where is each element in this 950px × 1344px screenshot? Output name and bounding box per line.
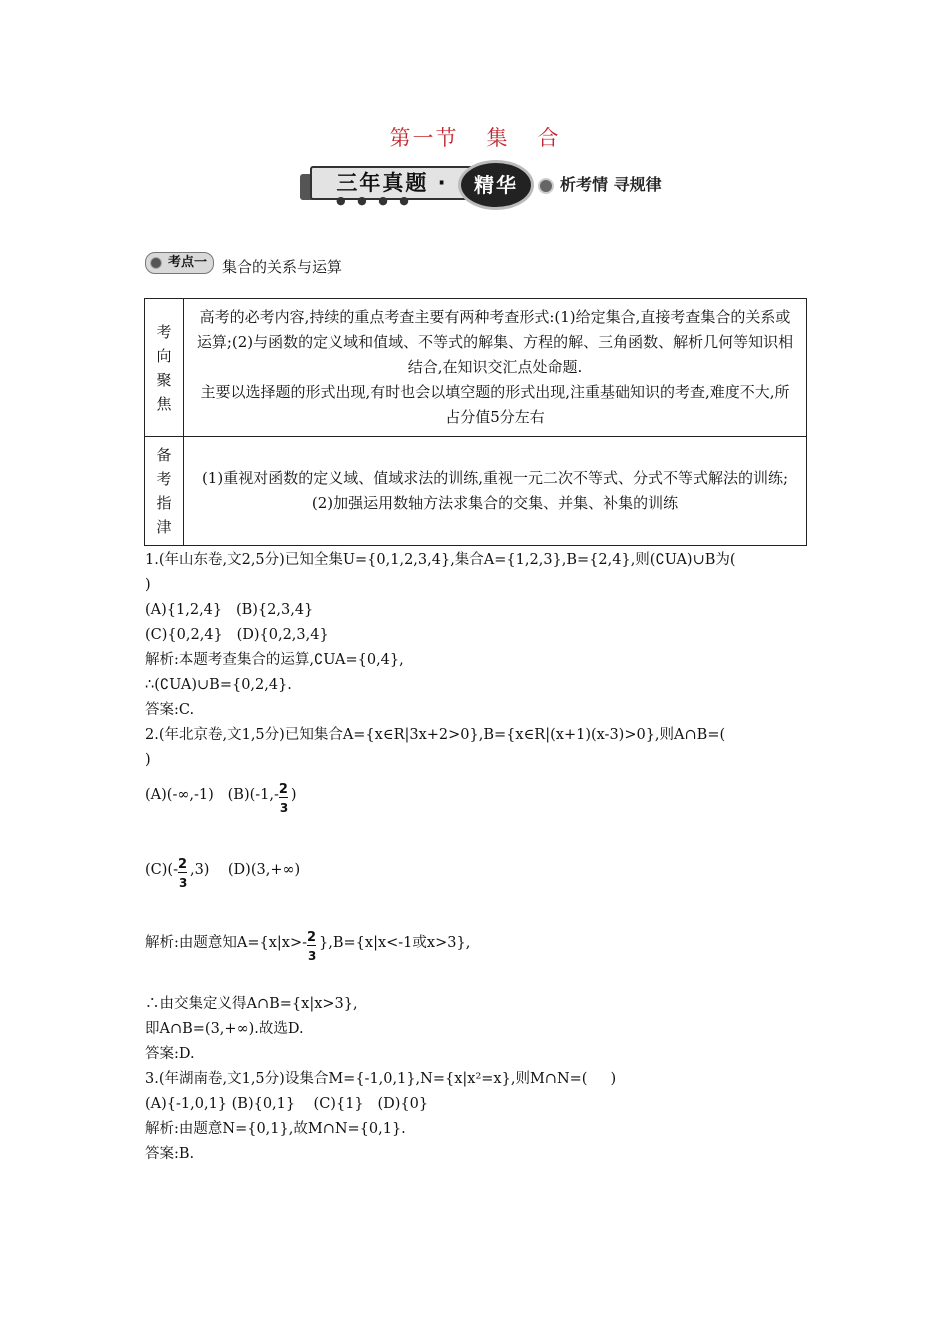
- fraction: [278, 782, 291, 815]
- section-title: [0, 122, 950, 152]
- analysis: 即A∩B=(3,+∞).故选D.: [145, 1021, 304, 1037]
- questions: [145, 548, 815, 1167]
- question-stem-end: ): [145, 752, 151, 768]
- banner-dots: ● ● ● ●: [336, 194, 413, 207]
- fraction-numerator: 2: [278, 782, 288, 797]
- banner: [270, 158, 690, 210]
- answer: 答案:D.: [145, 1046, 195, 1062]
- fraction-denominator: 3: [178, 876, 188, 890]
- fraction-denominator: 3: [308, 949, 317, 963]
- fraction: [177, 857, 190, 890]
- banner-circle: 精华: [458, 160, 534, 210]
- title-part3: 合: [537, 126, 561, 150]
- question-stem: 3.(年湖南卷,文1,5分)设集合M={-1,0,1},N={x|x²=x},则M∩N=( ): [145, 1071, 617, 1087]
- question-options: (C){0,2,4} (D){0,2,3,4}: [145, 627, 329, 643]
- question-stem-end: ): [145, 577, 151, 593]
- row-header-text: 备考指津: [156, 446, 172, 536]
- section-tag: [145, 252, 214, 274]
- row-header: [145, 437, 184, 546]
- row-header-text: 考向聚焦: [156, 322, 172, 413]
- analysis: 解析:本题考查集合的运算,∁UA={0,4},: [145, 652, 404, 668]
- options-text: ): [290, 787, 297, 803]
- section-tag-label: 考点一: [168, 255, 208, 270]
- banner-subtitle: 析考情 寻规律: [560, 175, 662, 194]
- bullet-icon: [538, 178, 554, 194]
- question-stem: 2.(年北京卷,文1,5分)已知集合A={x∈R|3x+2>0},B={x∈R|(x+1)(x-3)>0},则A∩B=(: [145, 727, 726, 743]
- banner-main: 三年真题 ·: [310, 166, 474, 200]
- row-text: (2)加强运用数轴方法求集合的交集、并集、补集的训练: [311, 494, 679, 512]
- analysis-text: 解析:由题意知A={x|x>-: [145, 935, 308, 951]
- options-text: (A)(-∞,-1) (B)(-1,-: [145, 787, 279, 803]
- analysis: ∴(∁UA)∪B={0,2,4}.: [145, 677, 292, 693]
- question-options: [145, 782, 815, 815]
- question-stem: 1.(年山东卷,文2,5分)已知全集U={0,1,2,3,4},集合A={1,2,3},B={2,4},则(∁UA)∪B为(: [145, 552, 736, 568]
- row-body: [184, 299, 807, 437]
- row-text: 高考的必考内容,持续的重点考查主要有两种考查形式:(1)给定集合,直接考查集合的关系或运算;(2)与函数的定义域和值域、不等式的解集、方程的解、三角函数、解析几何等知识相结合,在知识交汇点处命题.: [196, 308, 794, 376]
- analysis: [145, 930, 815, 963]
- fraction-numerator: 2: [177, 857, 188, 872]
- title-part2: 集: [486, 126, 510, 150]
- question-options: (A){-1,0,1} (B){0,1} (C){1} (D){0}: [145, 1096, 429, 1112]
- table-row: [145, 437, 807, 546]
- question-options: [145, 857, 815, 890]
- analysis: ∴由交集定义得A∩B={x|x>3},: [145, 996, 358, 1012]
- row-text: (1)重视对函数的定义域、值域求法的训练,重视一元二次不等式、分式不等式解法的训练;: [201, 469, 789, 487]
- bullet-icon: [150, 257, 162, 269]
- analysis-text: },B={x|x<-1或x>3},: [319, 935, 471, 951]
- options-text: ,3) (D)(3,+∞): [189, 862, 301, 878]
- fraction-numerator: 2: [307, 930, 317, 945]
- fraction-denominator: 3: [279, 801, 289, 815]
- table-row: [145, 299, 807, 437]
- section-label: 集合的关系与运算: [222, 258, 343, 276]
- row-text: 主要以选择题的形式出现,有时也会以填空题的形式出现,注重基础知识的考查,难度不大,所占分值5分左右: [200, 383, 790, 426]
- analysis: 解析:由题意N={0,1},故M∩N={0,1}.: [145, 1121, 406, 1137]
- info-table: [144, 298, 807, 546]
- fraction: [307, 930, 319, 963]
- row-header: [145, 299, 184, 437]
- answer: 答案:B.: [145, 1146, 195, 1162]
- answer: 答案:C.: [145, 702, 195, 718]
- options-text: (C)(-: [145, 862, 178, 878]
- row-body: [184, 437, 807, 546]
- question-options: (A){1,2,4} (B){2,3,4}: [145, 602, 314, 618]
- title-part1: 第一节: [389, 126, 459, 150]
